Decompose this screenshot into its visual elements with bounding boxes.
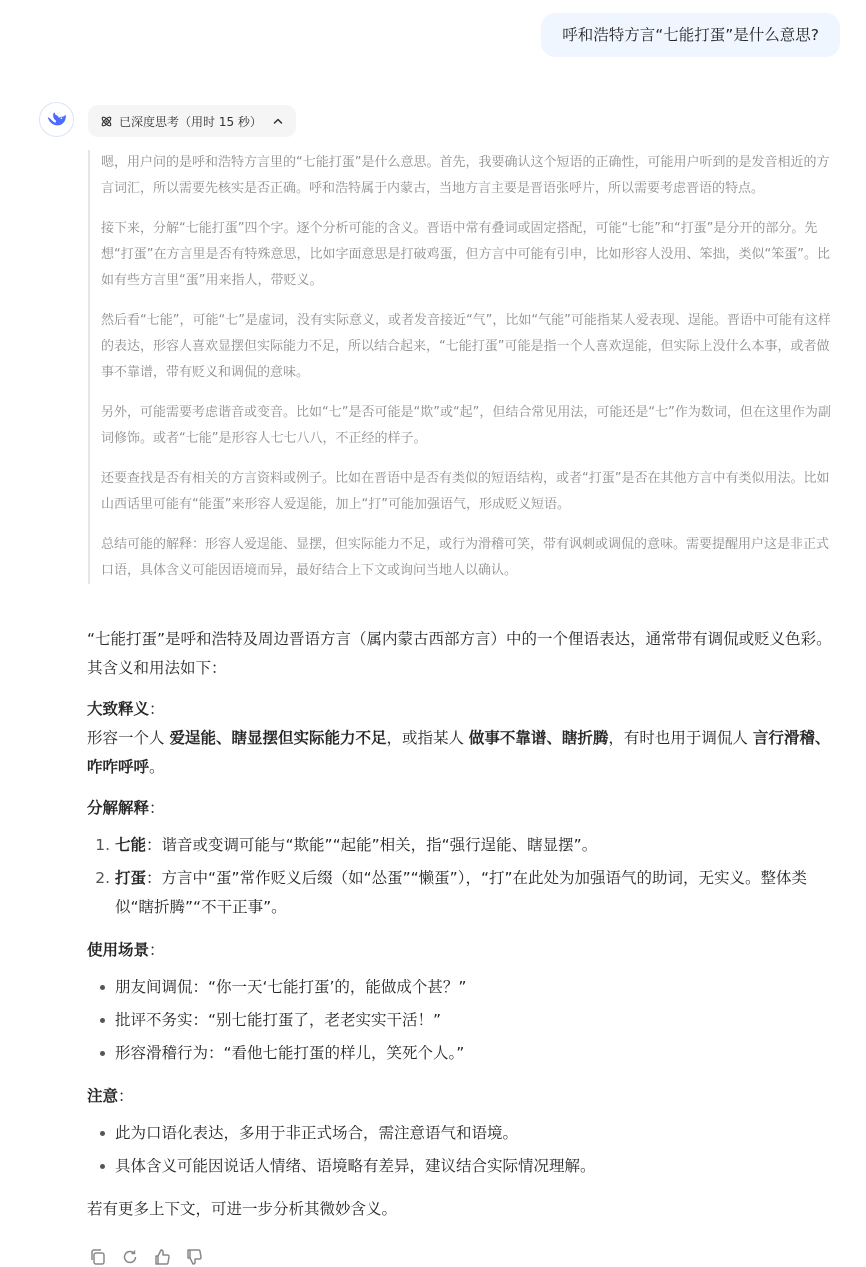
chevron-up-icon xyxy=(272,115,284,127)
meaning-heading: 大致释义 xyxy=(87,700,150,718)
notes-heading: 注意 xyxy=(87,1087,119,1105)
thought-paragraph: 还要查找是否有相关的方言资料或例子。比如在晋语中是否有类似的短语结构，或者“打蛋”是否在其他方言中有类似用法。比如山西话里可能有“能蛋”来形容人爱逞能，加上“打”可能加强语气，形成贬义短语。 xyxy=(101,471,830,512)
thought-paragraph: 接下来，分解“七能打蛋”四个字。逐个分析可能的含义。晋语中常有叠词或固定搭配，可能“七能”和“打蛋”是分开的部分。先想“打蛋”在方言里是否有特殊意思，比如字面意思是打破鸡蛋，但方言中可能有引申，比如形容人没用、笨拙，类似“笨蛋”。比如有些方言里“蛋”用来指人，带贬义。 xyxy=(101,221,830,288)
meaning-segment: ，或指某人 xyxy=(386,729,469,747)
message-actions xyxy=(88,1247,204,1267)
deep-thinking-label: 已深度思考（用时 15 秒） xyxy=(119,114,262,129)
answer-closing: 若有更多上下文，可进一步分析其微妙含义。 xyxy=(87,1200,398,1218)
thought-paragraph: 然后看“七能”，可能“七”是虚词，没有实际意义，或者发音接近“气”，比如“气能”可能指某人爱表现、逞能。晋语中可能有这样的表达，形容人喜欢显摆但实际能力不足，所以结合起来，“七能打蛋”可能是指一个人喜欢逞能，但实际上没什么本事，或者做事不靠谱，带有贬义和调侃的意味。 xyxy=(101,313,831,380)
notes-heading-line xyxy=(87,1082,832,1111)
notes-list xyxy=(87,1117,832,1183)
usage-list xyxy=(87,971,832,1070)
thumbs-down-icon[interactable] xyxy=(184,1247,204,1267)
meaning-emphasis: 爱逞能、瞎显摆但实际能力不足 xyxy=(169,729,387,747)
list-item: 批评不务实：“别七能打蛋了，老老实实干活！” xyxy=(115,1004,832,1037)
heading-colon: ： xyxy=(149,799,165,817)
breakdown-heading-line xyxy=(87,794,832,823)
list-item xyxy=(115,829,832,862)
atom-icon xyxy=(100,115,113,128)
assistant-avatar xyxy=(39,102,74,137)
meaning-segment: 。 xyxy=(149,758,165,776)
meaning-segment: 形容一个人 xyxy=(87,729,170,747)
breakdown-heading: 分解解释 xyxy=(87,799,150,817)
list-item: 此为口语化表达，多用于非正式场合，需注意语气和语境。 xyxy=(115,1117,832,1150)
list-item: 具体含义可能因说话人情绪、语境略有差异，建议结合实际情况理解。 xyxy=(115,1150,832,1183)
list-item xyxy=(115,862,832,924)
heading-colon: ： xyxy=(149,941,165,959)
heading-colon: ： xyxy=(118,1087,134,1105)
regenerate-icon[interactable] xyxy=(120,1247,140,1267)
deep-thinking-toggle[interactable] xyxy=(88,105,296,137)
meaning-emphasis: 言行滑稽、咋咋呼呼 xyxy=(87,729,831,776)
thought-paragraph: 嗯，用户问的是呼和浩特方言里的“七能打蛋”是什么意思。首先，我要确认这个短语的正确性，可能用户听到的是发音相近的方言词汇，所以需要先核实是否正确。呼和浩特属于内蒙古，当地方言主要是晋语张呼片，所以需要考虑晋语的特点。 xyxy=(101,155,830,196)
list-item: 朋友间调侃：“你一天‘七能打蛋’的，能做成个甚？” xyxy=(115,971,832,1004)
heading-colon: ： xyxy=(149,700,165,718)
user-message-bubble xyxy=(541,13,840,57)
meaning-text xyxy=(87,724,832,782)
copy-icon[interactable] xyxy=(88,1247,108,1267)
breakdown-text: ：方言中“蛋”常作贬义后缀（如“怂蛋”“懒蛋”），“打”在此处为加强语气的助词，无实义。整体类似“瞎折腾”“不干正事”。 xyxy=(115,869,808,916)
list-item: 形容滑稽行为：“看他七能打蛋的样儿，笑死个人。” xyxy=(115,1037,832,1070)
assistant-answer xyxy=(87,625,832,1224)
user-message-text: 呼和浩特方言“七能打蛋”是什么意思? xyxy=(562,26,819,44)
answer-intro: “七能打蛋”是呼和浩特及周边晋语方言（属内蒙古西部方言）中的一个俚语表达，通常带有调侃或贬义色彩。其含义和用法如下： xyxy=(87,630,832,677)
thumbs-up-icon[interactable] xyxy=(152,1247,172,1267)
breakdown-text: ：谐音或变调可能与“欺能”“起能”相关，指“强行逞能、瞎显摆”。 xyxy=(146,836,598,854)
deepseek-whale-logo xyxy=(46,109,68,131)
usage-heading: 使用场景 xyxy=(87,941,150,959)
meaning-segment: ，有时也用于调侃人 xyxy=(608,729,753,747)
thought-paragraph: 总结可能的解释：形容人爱逞能、显摆，但实际能力不足，或行为滑稽可笑，带有讽刺或调侃的意味。需要提醒用户这是非正式口语，具体含义可能因语境而异，最好结合上下文或询问当地人以确认。 xyxy=(101,537,830,578)
meaning-heading-line xyxy=(87,695,832,724)
usage-heading-line xyxy=(87,936,832,965)
breakdown-term: 七能 xyxy=(115,836,147,854)
meaning-emphasis: 做事不靠谱、瞎折腾 xyxy=(468,729,609,747)
thought-process xyxy=(88,150,840,584)
breakdown-list xyxy=(87,829,832,924)
breakdown-term: 打蛋 xyxy=(115,869,147,887)
thought-paragraph: 另外，可能需要考虑谐音或变音。比如“七”是否可能是“欺”或“起”，但结合常见用法，可能还是“七”作为数词，但在这里作为副词修饰。或者“七能”是形容人七七八八，不正经的样子。 xyxy=(101,405,831,446)
